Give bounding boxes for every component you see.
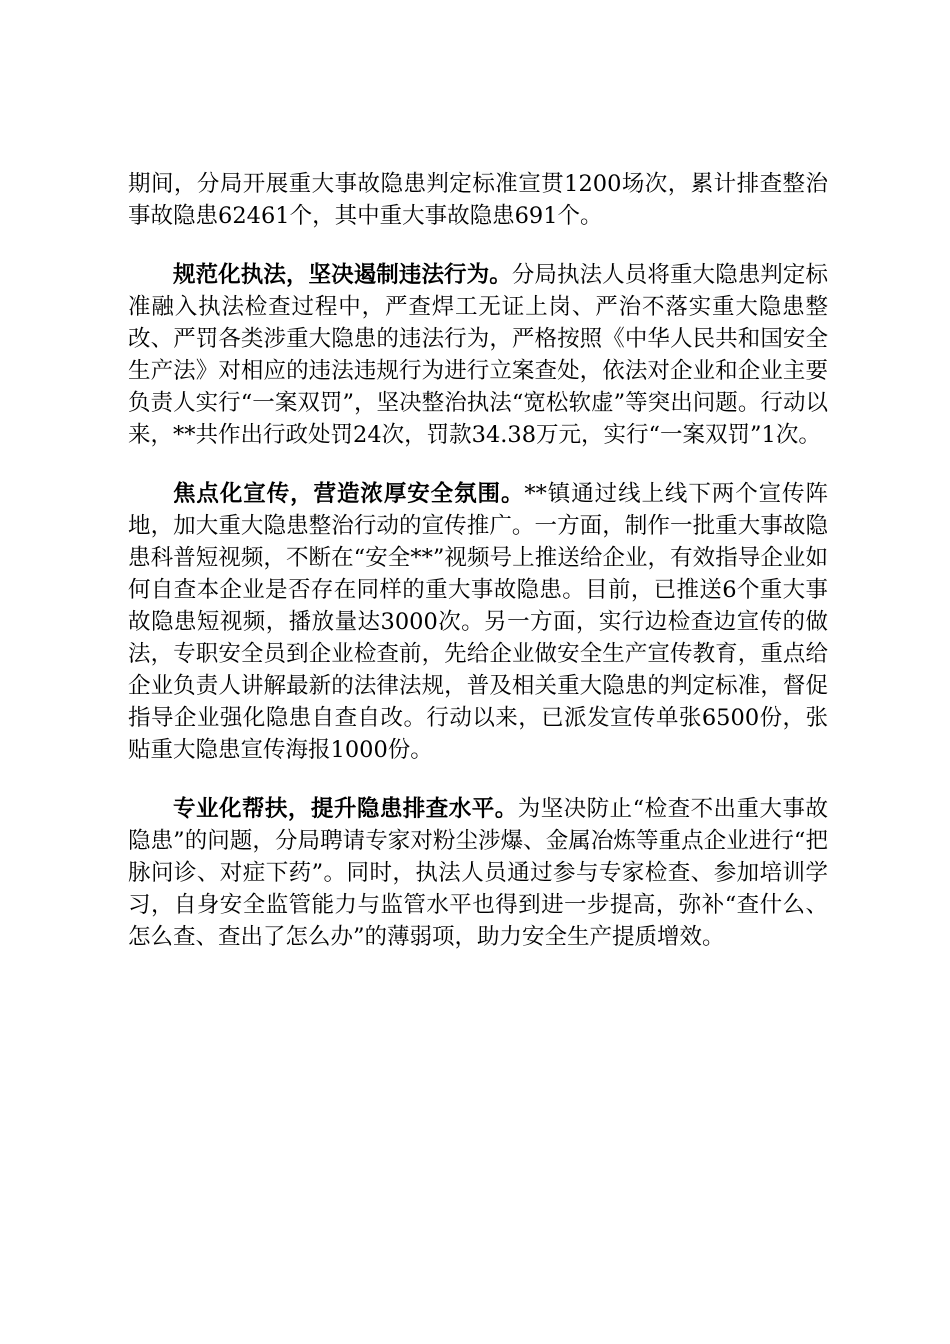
paragraph-publicity — [128, 478, 828, 766]
paragraph-text: 期间，分局开展重大事故隐患判定标准宣贯1200场次，累计排查整治事故隐患62461个，其中重大事故隐患691个。 — [128, 171, 828, 229]
paragraph-continuation — [128, 168, 828, 232]
document-body — [128, 168, 828, 953]
paragraph-text: 分局执法人员将重大隐患判定标准融入执法检查过程中，严查焊工无证上岗、严治不落实重大隐患整改、严罚各类涉重大隐患的违法行为，严格按照《中华人民共和国安全生产法》对相应的违法违规行为进行立案查处，依法对企业和企业主要负责人实行“一案双罚”，坚决整治执法“宽松软虚”等突出问题。行动以来，**共作出行政处罚24次，罚款34.38万元，实行“一案双罚”1次。 — [128, 262, 828, 448]
paragraph-professional-assistance — [128, 793, 828, 953]
paragraph-text: **镇通过线上线下两个宣传阵地，加大重大隐患整治行动的宣传推广。一方面，制作一批重大事故隐患科普短视频，不断在“安全**”视频号上推送给企业，有效指导企业如何自查本企业是否存在同样的重大事故隐患。目前，已推送6个重大事故隐患短视频，播放量达3000次。另一方面，实行边检查边宣传的做法，专职安全员到企业检查前，先给企业做安全生产宣传教育，重点给企业负责人讲解最新的法律法规，普及相关重大隐患的判定标准，督促指导企业强化隐患自查自改。行动以来，已派发宣传单张6500份，张贴重大隐患宣传海报1000份。 — [128, 481, 828, 763]
paragraph-heading: 专业化帮扶，提升隐患排查水平。 — [173, 796, 518, 822]
paragraph-text: 为坚决防止“检查不出重大事故隐患”的问题，分局聘请专家对粉尘涉爆、金属冶炼等重点企业进行“把脉问诊、对症下药”。同时，执法人员通过参与专家检查、参加培训学习，自身安全监管能力与监管水平也得到进一步提高，弥补“查什么、怎么查、查出了怎么办”的薄弱项，助力安全生产提质增效。 — [128, 796, 828, 950]
paragraph-heading: 规范化执法，坚决遏制违法行为。 — [173, 262, 512, 288]
paragraph-heading: 焦点化宣传，营造浓厚安全氛围。 — [173, 481, 525, 507]
paragraph-law-enforcement — [128, 259, 828, 451]
